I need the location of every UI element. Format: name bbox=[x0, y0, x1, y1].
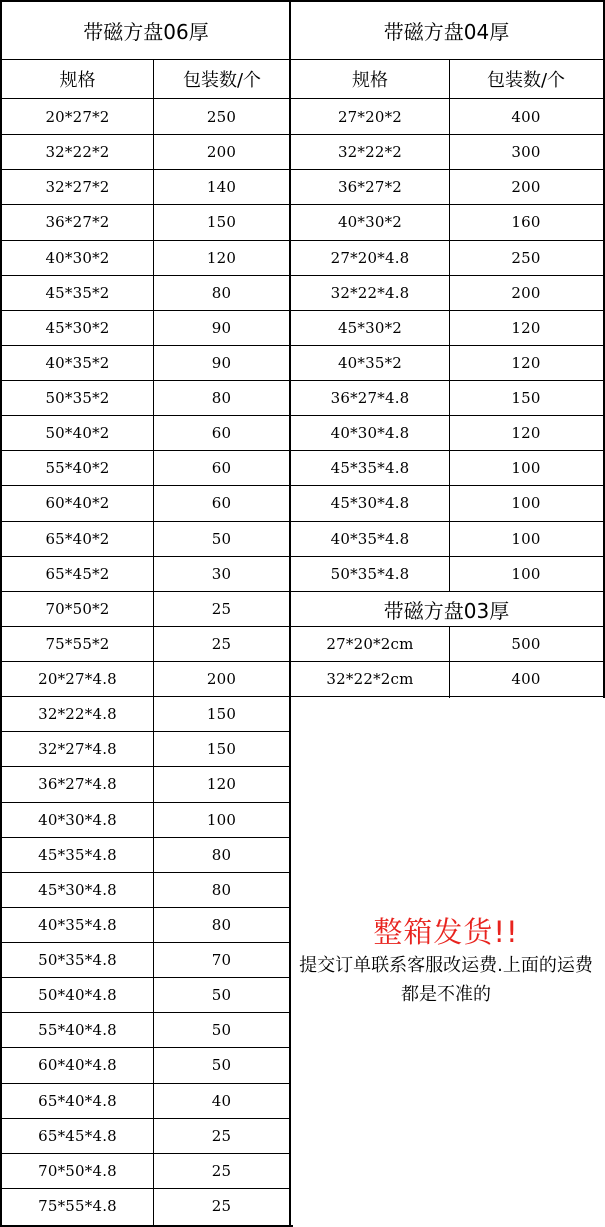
table-04-qty-cell: 120 bbox=[511, 423, 541, 442]
table-06-spec-cell: 45*30*2 bbox=[45, 318, 110, 337]
table-06-spec-cell: 45*35*4.8 bbox=[38, 845, 117, 864]
table-06-spec-cell: 70*50*4.8 bbox=[38, 1161, 117, 1180]
table-04-qty-cell: 120 bbox=[511, 318, 541, 337]
table-06-spec-cell: 32*27*2 bbox=[45, 177, 110, 196]
grid-line bbox=[0, 59, 605, 60]
table-04-qty-cell: 100 bbox=[511, 529, 541, 548]
table-04-qty-cell: 100 bbox=[511, 458, 541, 477]
table-04-spec-cell: 45*30*4.8 bbox=[330, 494, 410, 512]
table-06-spec-cell: 36*27*4.8 bbox=[38, 775, 117, 793]
table-06-spec-header: 规格 bbox=[59, 70, 96, 91]
table-04-spec-cell: 27*20*4.8 bbox=[330, 248, 410, 267]
table-03-title: 带磁方盘03厚 bbox=[383, 599, 510, 623]
table-06-spec-cell: 32*22*2 bbox=[45, 142, 110, 161]
table-06-spec-cell: 40*30*4.8 bbox=[38, 810, 117, 829]
table-06-spec-cell: 32*27*4.8 bbox=[38, 739, 117, 758]
table-04-qty-cell: 100 bbox=[511, 564, 541, 583]
table-06-title: 带磁方盘06厚 bbox=[83, 20, 209, 44]
table-06-spec-cell: 50*40*4.8 bbox=[38, 985, 117, 1004]
table-04-qty-cell: 200 bbox=[511, 283, 541, 302]
table-06-qty-cell: 40 bbox=[211, 1091, 232, 1110]
table-06-spec-cell: 60*40*4.8 bbox=[38, 1056, 117, 1074]
table-06-qty-cell: 250 bbox=[206, 107, 237, 126]
table-06-spec-cell: 65*40*4.8 bbox=[38, 1091, 117, 1110]
table-04-qty-cell: 400 bbox=[511, 107, 541, 126]
table-06-qty-cell: 80 bbox=[211, 845, 232, 864]
table-06-spec-cell: 65*45*2 bbox=[45, 564, 110, 583]
table-06-spec-cell: 75*55*4.8 bbox=[38, 1196, 117, 1215]
table-06-qty-cell: 140 bbox=[206, 177, 237, 196]
table-04-qty-cell: 150 bbox=[511, 388, 541, 407]
table-03-spec-cell: 32*22*2cm bbox=[326, 669, 414, 688]
table-04-spec-cell: 36*27*2 bbox=[337, 177, 403, 196]
table-06-qty-cell: 200 bbox=[206, 142, 237, 161]
table-06-qty-cell: 50 bbox=[211, 1020, 232, 1039]
table-06-qty-cell: 50 bbox=[211, 529, 232, 548]
table-04-spec-cell: 40*35*2 bbox=[337, 353, 403, 372]
notice-headline: 整箱发货!! bbox=[373, 915, 519, 949]
table-04-qty-cell: 120 bbox=[511, 353, 541, 372]
table-06-spec-cell: 32*22*4.8 bbox=[38, 704, 117, 723]
table-06-spec-cell: 36*27*2 bbox=[45, 213, 110, 231]
table-06-qty-cell: 60 bbox=[211, 423, 232, 442]
grid-line bbox=[291, 591, 605, 592]
table-06-qty-cell: 150 bbox=[206, 704, 237, 723]
table-04-spec-cell: 40*30*4.8 bbox=[330, 423, 410, 442]
table-04-qty-cell: 300 bbox=[511, 142, 541, 161]
notice-box bbox=[291, 698, 601, 1224]
table-06-qty-cell: 80 bbox=[211, 283, 232, 302]
table-06-qty-cell: 50 bbox=[211, 1056, 232, 1074]
table-06-qty-cell: 200 bbox=[206, 669, 237, 688]
table-06-qty-cell: 50 bbox=[211, 985, 232, 1004]
table-04-qty-header: 包装数/个 bbox=[486, 70, 566, 91]
table-06-spec-cell: 45*35*2 bbox=[45, 283, 110, 302]
table-06-spec-cell: 50*35*4.8 bbox=[38, 950, 117, 969]
table-06-spec-cell: 75*55*2 bbox=[45, 634, 110, 653]
table-04-qty-cell: 160 bbox=[511, 213, 541, 231]
table-06-qty-cell: 120 bbox=[206, 248, 237, 267]
table-06-spec-cell: 50*40*2 bbox=[45, 423, 110, 442]
table-06-qty-cell: 25 bbox=[211, 1126, 232, 1145]
table-03-spec-cell: 27*20*2cm bbox=[326, 634, 414, 653]
table-04-qty-cell: 250 bbox=[511, 248, 541, 267]
table-06-qty-cell: 150 bbox=[206, 739, 237, 758]
table-06-qty-header: 包装数/个 bbox=[182, 70, 262, 91]
notice-body: 提交订单联系客服改运费.上面的运费都是不准的 bbox=[299, 955, 593, 1005]
table-06-spec-cell: 60*40*2 bbox=[45, 494, 110, 512]
table-06-spec-cell: 45*30*4.8 bbox=[38, 880, 117, 899]
grid-line bbox=[0, 0, 605, 2]
table-06-spec-cell: 70*50*2 bbox=[45, 599, 110, 618]
table-06-spec-cell: 20*27*4.8 bbox=[38, 669, 117, 688]
table-06-spec-cell: 40*30*2 bbox=[45, 248, 110, 267]
table-06-qty-cell: 100 bbox=[206, 810, 237, 829]
table-04-title: 带磁方盘04厚 bbox=[383, 20, 510, 44]
table-04-spec-cell: 45*30*2 bbox=[337, 318, 403, 337]
table-06-qty-cell: 30 bbox=[211, 564, 232, 583]
table-06-spec-cell: 65*40*2 bbox=[45, 529, 110, 548]
table-04-spec-cell: 32*22*4.8 bbox=[330, 283, 410, 302]
table-06-qty-cell: 60 bbox=[211, 458, 232, 477]
table-06-qty-cell: 25 bbox=[211, 1196, 232, 1215]
table-06-spec-cell: 40*35*2 bbox=[45, 353, 110, 372]
table-06-qty-cell: 90 bbox=[211, 318, 232, 337]
table-04-spec-cell: 36*27*4.8 bbox=[330, 388, 410, 407]
table-06-spec-cell: 50*35*2 bbox=[45, 388, 110, 407]
table-04-qty-cell: 100 bbox=[511, 494, 541, 512]
table-04-qty-cell: 200 bbox=[511, 177, 541, 196]
table-06-spec-cell: 55*40*4.8 bbox=[38, 1020, 117, 1039]
table-04-spec-cell: 50*35*4.8 bbox=[330, 564, 410, 583]
table-06-spec-cell: 65*45*4.8 bbox=[38, 1126, 117, 1145]
table-04-spec-cell: 32*22*2 bbox=[337, 142, 403, 161]
table-06-qty-cell: 80 bbox=[211, 388, 232, 407]
table-06-qty-cell: 80 bbox=[211, 880, 232, 899]
table-04-spec-cell: 27*20*2 bbox=[337, 107, 403, 126]
table-06-qty-cell: 90 bbox=[211, 353, 232, 372]
table-06-qty-cell: 80 bbox=[211, 915, 232, 934]
table-04-spec-cell: 40*35*4.8 bbox=[330, 529, 410, 548]
table-04-spec-header: 规格 bbox=[352, 70, 388, 91]
table-06-qty-cell: 25 bbox=[211, 599, 232, 618]
table-06-qty-cell: 60 bbox=[211, 494, 232, 512]
table-04-spec-cell: 40*30*2 bbox=[337, 213, 403, 231]
table-04-spec-cell: 45*35*4.8 bbox=[330, 458, 410, 477]
table-06-spec-cell: 20*27*2 bbox=[45, 107, 110, 126]
table-06-qty-cell: 120 bbox=[206, 775, 237, 793]
table-06-spec-cell: 40*35*4.8 bbox=[38, 915, 117, 934]
table-06-spec-cell: 55*40*2 bbox=[45, 458, 110, 477]
grid-line bbox=[291, 626, 605, 627]
table-06-qty-cell: 70 bbox=[211, 950, 232, 969]
table-06-qty-cell: 25 bbox=[211, 634, 232, 653]
grid-line bbox=[291, 696, 605, 697]
table-03-qty-cell: 400 bbox=[511, 669, 541, 688]
table-06-qty-cell: 25 bbox=[211, 1161, 232, 1180]
table-06-qty-cell: 150 bbox=[206, 213, 237, 231]
table-03-qty-cell: 500 bbox=[511, 634, 541, 653]
